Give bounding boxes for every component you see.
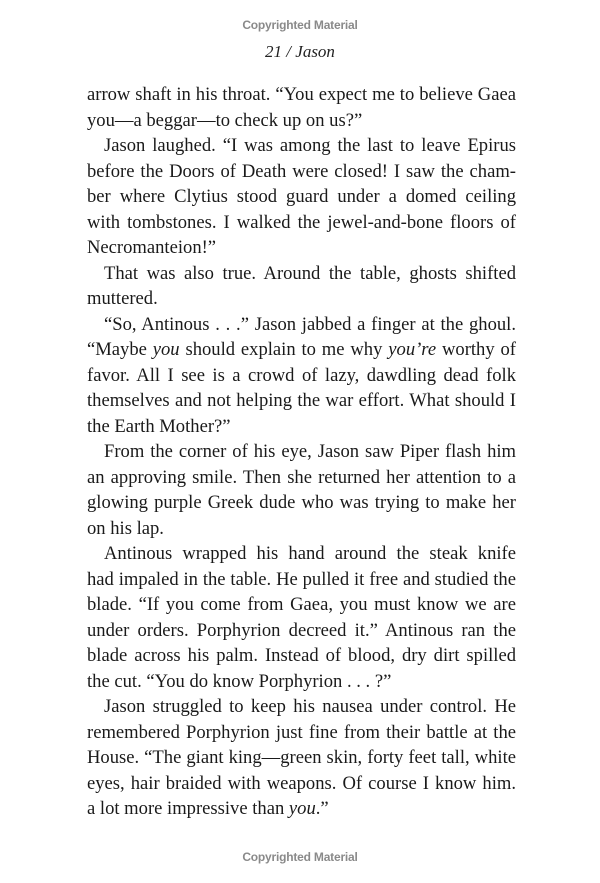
italic-text: you — [152, 339, 180, 360]
text-segment: blade. “If you come from Gaea, you must know we are — [87, 594, 516, 615]
text-line — [87, 694, 516, 720]
text-line — [87, 669, 516, 695]
text-segment: blade across his palm. Instead of blood, dry dirt spilled — [87, 645, 516, 666]
text-line — [87, 490, 516, 516]
body-text — [87, 82, 516, 822]
text-line — [87, 108, 516, 134]
text-segment: Jason struggled to keep his nausea under control. He — [104, 696, 516, 717]
text-line — [87, 618, 516, 644]
running-head: 21 / Jason — [265, 42, 335, 61]
text-line — [87, 184, 516, 210]
text-segment: House. “The giant king—green skin, forty feet tall, white — [87, 747, 516, 768]
text-segment: worthy of — [441, 339, 516, 360]
copyright-watermark-bottom: Copyrighted Material — [242, 850, 358, 864]
text-segment: “Maybe — [87, 339, 153, 360]
text-line — [87, 286, 516, 312]
text-segment: with tombstones. I walked the jewel-and-bone floors of — [87, 211, 516, 233]
text-line — [87, 388, 516, 414]
text-segment: before the Doors of Death were closed! I saw the cham- — [87, 160, 516, 182]
text-segment: arrow shaft in his throat. “You expect me to believe Gaea — [87, 84, 516, 105]
text-line — [87, 159, 516, 185]
text-segment: Necromanteion!” — [87, 237, 217, 258]
text-line — [87, 771, 516, 797]
text-line — [87, 567, 516, 593]
text-line — [87, 82, 516, 108]
text-segment: Antinous wrapped his hand around the steak knife — [104, 543, 516, 564]
text-segment: remembered Porphyrion just fine from their battle at the — [87, 721, 516, 743]
text-segment: From the corner of his eye, Jason saw Piper flash him — [104, 441, 516, 462]
text-line — [87, 414, 516, 440]
text-segment: “So, Antinous . . .” Jason jabbed a finger at the ghoul. — [104, 313, 516, 335]
text-segment: a lot more impressive than — [87, 798, 289, 819]
text-line — [87, 745, 516, 771]
text-line — [87, 720, 516, 746]
text-segment: an approving smile. Then she returned her attention to a — [87, 466, 516, 488]
text-line — [87, 516, 516, 542]
text-segment: the Earth Mother?” — [87, 415, 231, 437]
text-segment: should explain to me why — [179, 339, 389, 360]
text-segment: on his lap. — [87, 517, 164, 539]
text-segment: had impaled in the table. He pulled it free and studied the — [87, 568, 516, 590]
text-line — [87, 363, 516, 389]
text-line — [87, 235, 516, 261]
copyright-watermark-top: Copyrighted Material — [242, 18, 358, 32]
text-segment: themselves and not helping the war effort. What should I — [87, 390, 516, 411]
text-line — [87, 541, 516, 567]
italic-text: you’re — [388, 339, 437, 360]
text-line — [87, 210, 516, 236]
text-segment: muttered. — [87, 288, 158, 309]
text-segment: .” — [315, 798, 329, 819]
text-line — [87, 465, 516, 491]
text-segment: That was also true. Around the table, ghosts shifted — [104, 262, 516, 284]
text-segment: glowing purple Greek dude who was trying to make her — [87, 492, 516, 513]
text-segment: you—a beggar—to check up on us?” — [87, 109, 363, 131]
text-segment: ber where Clytius stood guard under a domed ceiling — [87, 186, 516, 207]
text-line — [87, 643, 516, 669]
text-line — [87, 439, 516, 465]
text-segment: eyes, hair braided with weapons. Of course I know him. — [87, 772, 516, 794]
text-segment: favor. All I see is a crowd of lazy, dawdling dead folk — [87, 364, 516, 386]
text-line — [87, 133, 516, 159]
text-line — [87, 337, 516, 363]
text-segment: Jason laughed. “I was among the last to leave Epirus — [104, 135, 516, 156]
text-line — [87, 796, 516, 822]
text-line — [87, 592, 516, 618]
text-segment: the cut. “You do know Porphyrion . . . ?” — [87, 670, 392, 692]
italic-text: you — [288, 798, 316, 819]
text-segment: under orders. Porphyrion decreed it.” Antinous ran the — [87, 619, 516, 641]
text-line — [87, 261, 516, 287]
text-line — [87, 312, 516, 338]
